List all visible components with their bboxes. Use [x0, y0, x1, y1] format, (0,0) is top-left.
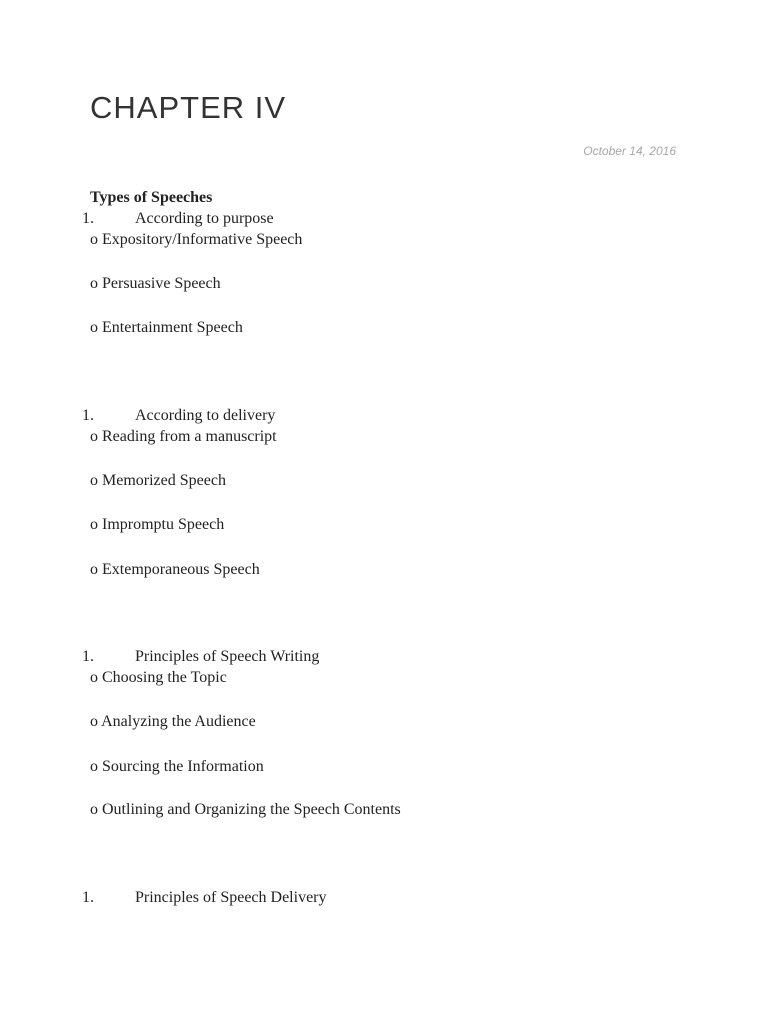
item-label: According to purpose: [135, 210, 274, 227]
item-number: 1.: [82, 210, 94, 227]
bullet-item: o Persuasive Speech: [90, 275, 221, 292]
item-label: Principles of Speech Writing: [135, 648, 320, 665]
numbered-item-purpose: [82, 210, 482, 230]
bullet-item: o Extemporaneous Speech: [90, 561, 260, 578]
numbered-item-delivery: [82, 407, 482, 427]
bullet-item: o Reading from a manuscript: [90, 428, 277, 445]
item-number: 1.: [82, 407, 94, 424]
publish-date: October 14, 2016: [583, 144, 676, 158]
numbered-item-delivery-principles: [82, 889, 482, 909]
item-label: Principles of Speech Delivery: [135, 889, 327, 906]
bullet-item: o Entertainment Speech: [90, 319, 243, 336]
bullet-item: o Choosing the Topic: [90, 669, 227, 686]
bullet-item: o Outlining and Organizing the Speech Contents: [90, 801, 401, 818]
bullet-item: o Impromptu Speech: [90, 516, 225, 533]
section-heading: Types of Speeches: [90, 189, 213, 206]
item-label: According to delivery: [135, 407, 276, 424]
bullet-item: o Expository/Informative Speech: [90, 231, 303, 248]
bullet-item: o Analyzing the Audience: [90, 713, 256, 730]
item-number: 1.: [82, 648, 94, 665]
numbered-item-writing: [82, 648, 482, 668]
bullet-item: o Memorized Speech: [90, 472, 226, 489]
item-number: 1.: [82, 889, 94, 906]
bullet-item: o Sourcing the Information: [90, 758, 264, 775]
page-title: CHAPTER IV: [90, 90, 287, 125]
